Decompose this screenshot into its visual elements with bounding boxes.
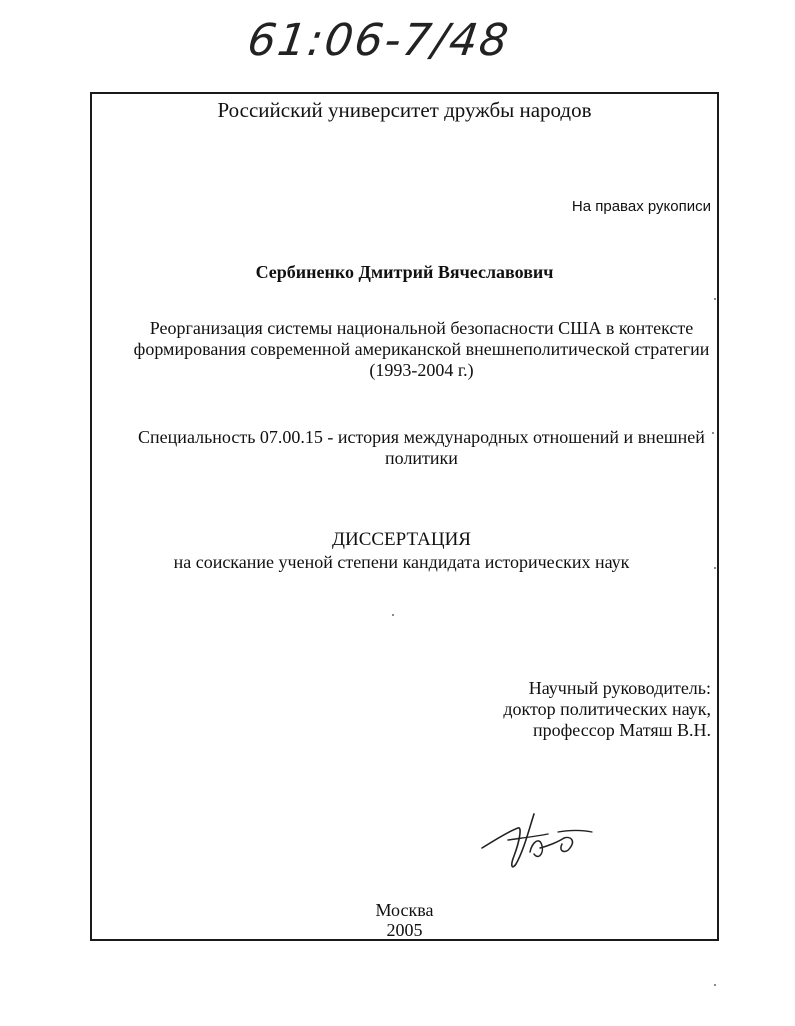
- archive-code-handwritten: 61:06-7/48: [244, 15, 514, 66]
- university-name: Российский университет дружбы народов: [217, 98, 592, 122]
- scan-speck: [714, 984, 716, 986]
- degree-line: на соискание ученой степени кандидата исторических наук: [173, 552, 630, 572]
- supervisor-line: профессор Матяш В.Н.: [532, 720, 711, 740]
- publication-info: [92, 900, 717, 940]
- scan-speck: [712, 432, 714, 434]
- dissertation-title: [132, 318, 711, 381]
- supervisor-line: доктор политических наук,: [503, 699, 711, 719]
- title-line: формирования современной американской внешнеполитической стратегии: [133, 339, 710, 359]
- title-line: Реорганизация системы национальной безопасности США в контексте: [149, 318, 694, 338]
- supervisor-line: Научный руководитель:: [528, 678, 711, 698]
- specialty: [132, 427, 711, 469]
- rights-note: На правах рукописи: [571, 198, 711, 215]
- title-page-frame: [90, 92, 719, 941]
- title-line: (1993-2004 г.): [369, 360, 474, 380]
- scan-speck: [392, 614, 394, 616]
- author-name: Сербиненко Дмитрий Вячеславович: [255, 262, 554, 282]
- scan-speck: [714, 298, 716, 300]
- city: Москва: [375, 900, 434, 920]
- dissertation-heading: ДИССЕРТАЦИЯ: [332, 529, 471, 550]
- supervisor-block: [503, 678, 711, 741]
- scan-speck: [714, 567, 716, 569]
- signature-image: [478, 806, 598, 886]
- year: 2005: [386, 920, 423, 940]
- specialty-line: политики: [385, 448, 458, 468]
- specialty-line: Специальность 07.00.15 - история международных отношений и внешней: [138, 427, 705, 447]
- dissertation-block: [92, 529, 711, 573]
